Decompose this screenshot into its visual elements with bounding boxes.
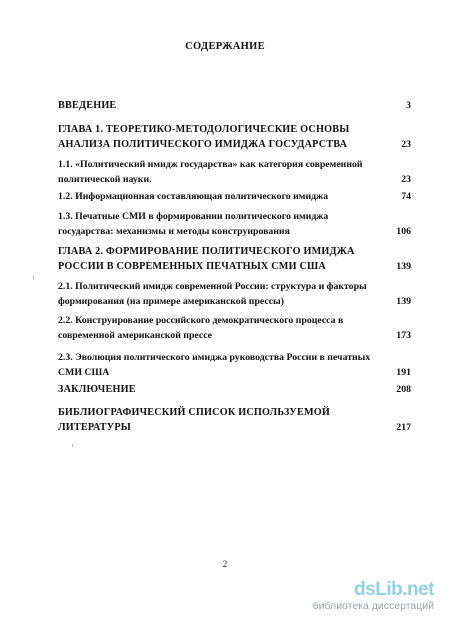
toc-entry-page: 23	[401, 139, 411, 150]
toc-entry-section-1-1	[58, 157, 411, 187]
toc-entry-title: ГЛАВА 1. ТЕОРЕТИКО-МЕТОДОЛОГИЧЕСКИЕ ОСНОВЫ АНАЛИЗА ПОЛИТИЧЕСКОГО ИМИДЖА ГОСУДАРСТВА	[58, 124, 350, 150]
toc-entry-page: 74	[401, 191, 411, 202]
toc-entry-title: 2.3. Эволюция политического имиджа руководства России в печатных СМИ США	[58, 352, 371, 378]
toc-entry-page: 106	[396, 226, 411, 237]
toc-entry-section-1-3	[58, 209, 411, 239]
scan-speck	[72, 444, 73, 447]
toc-entry-section-1-2	[58, 189, 411, 204]
watermark-subtitle: библиотека диссертаций	[312, 600, 434, 612]
toc-entry-page: 23	[401, 174, 411, 185]
toc-entry-chapter-1	[58, 122, 411, 152]
toc-entry-introduction	[58, 98, 411, 113]
toc-entry-title: 1.1. «Политический имидж государства» как категория современной политической науки.	[58, 159, 363, 185]
page-title: СОДЕРЖАНИЕ	[185, 41, 265, 52]
toc-entry-page: 191	[396, 367, 411, 378]
toc-entry-title: ГЛАВА 2. ФОРМИРОВАНИЕ ПОЛИТИЧЕСКОГО ИМИДЖА РОССИИ В СОВРЕМЕННЫХ ПЕЧАТНЫХ СМИ США	[58, 246, 355, 272]
toc-entry-title: ВВЕДЕНИЕ	[58, 100, 117, 111]
toc-entry-title: 2.1. Политический имидж современной России: структура и факторы формирования (на примере американской прессы)	[58, 281, 367, 307]
page-number: 2	[222, 559, 228, 569]
toc-entry-page: 173	[396, 330, 411, 341]
toc-entry-page: 208	[396, 384, 411, 395]
toc-entry-page: 3	[406, 100, 411, 111]
toc-entry-title: 2.2. Конструирование российского демократического процесса в современной американской прессе	[58, 315, 344, 341]
toc-entry-page: 139	[396, 296, 411, 307]
toc-entry-section-2-2	[58, 313, 411, 343]
toc-entry-section-2-3	[58, 350, 411, 380]
toc-entry-title: БИБЛИОГРАФИЧЕСКИЙ СПИСОК ИСПОЛЬЗУЕМОЙ ЛИТЕРАТУРЫ	[58, 407, 331, 433]
toc-entry-title: ЗАКЛЮЧЕНИЕ	[58, 384, 136, 395]
toc-entry-bibliography	[58, 405, 411, 435]
toc-entry-page: 217	[396, 422, 411, 433]
watermark	[313, 580, 434, 612]
watermark-logo: dsLib.net	[354, 579, 434, 600]
toc-entry-chapter-2	[58, 244, 411, 274]
toc-entry-title: 1.2. Информационная составляющая политического имиджа	[58, 191, 329, 202]
scan-speck	[33, 276, 34, 279]
toc-entry-conclusion	[58, 382, 411, 397]
toc-entry-page: 139	[396, 261, 411, 272]
toc-entry-title: 1.3. Печатные СМИ в формировании политического имиджа государства: механизмы и методы конструирования	[58, 211, 329, 237]
toc-entry-section-2-1	[58, 279, 411, 309]
